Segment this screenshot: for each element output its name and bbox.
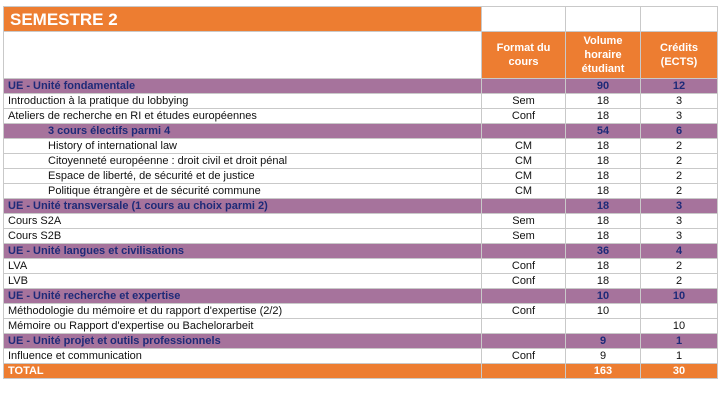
course-volume: 10: [566, 289, 641, 304]
header-credits: Crédits (ECTS): [641, 32, 718, 79]
course-label: Cours S2B: [4, 229, 482, 244]
elective-group-row: [4, 124, 718, 139]
course-credits: 3: [641, 229, 718, 244]
title-blank-cell: [482, 7, 566, 32]
course-format: [482, 289, 566, 304]
course-credits: 1: [641, 334, 718, 349]
course-row: [4, 319, 718, 334]
course-label: Influence et communication: [4, 349, 482, 364]
course-credits: 3: [641, 94, 718, 109]
course-credits: 30: [641, 364, 718, 379]
course-format: [482, 319, 566, 334]
course-credits: 12: [641, 79, 718, 94]
course-row: [4, 154, 718, 169]
ue-row: [4, 289, 718, 304]
course-volume: 18: [566, 109, 641, 124]
course-volume: [566, 319, 641, 334]
course-format: CM: [482, 169, 566, 184]
course-row: [4, 349, 718, 364]
course-format: [482, 124, 566, 139]
course-row: [4, 109, 718, 124]
course-credits: 6: [641, 124, 718, 139]
course-format: Conf: [482, 259, 566, 274]
course-volume: 10: [566, 304, 641, 319]
course-label: UE - Unité langues et civilisations: [4, 244, 482, 259]
course-volume: 18: [566, 184, 641, 199]
course-label: UE - Unité fondamentale: [4, 79, 482, 94]
course-volume: 18: [566, 94, 641, 109]
course-credits: 2: [641, 169, 718, 184]
course-credits: 3: [641, 109, 718, 124]
course-volume: 9: [566, 334, 641, 349]
course-format: [482, 244, 566, 259]
course-volume: 54: [566, 124, 641, 139]
course-label: TOTAL: [4, 364, 482, 379]
header-volume: Volume horaire étudiant: [566, 32, 641, 79]
course-label: UE - Unité projet et outils professionnels: [4, 334, 482, 349]
title-blank-cell: [641, 7, 718, 32]
title-blank-cell: [566, 7, 641, 32]
course-credits: 2: [641, 154, 718, 169]
course-volume: 9: [566, 349, 641, 364]
course-format: Conf: [482, 349, 566, 364]
course-credits: 3: [641, 214, 718, 229]
course-format: [482, 334, 566, 349]
course-label: Introduction à la pratique du lobbying: [4, 94, 482, 109]
semester-title: SEMESTRE 2: [4, 7, 482, 32]
course-volume: 18: [566, 259, 641, 274]
course-label: Espace de liberté, de sécurité et de justice: [4, 169, 482, 184]
course-volume: 18: [566, 154, 641, 169]
course-row: [4, 274, 718, 289]
ue-row: [4, 199, 718, 214]
course-label: 3 cours électifs parmi 4: [4, 124, 482, 139]
course-credits: 2: [641, 274, 718, 289]
course-label: Mémoire ou Rapport d'expertise ou Bachelorarbeit: [4, 319, 482, 334]
course-label: History of international law: [4, 139, 482, 154]
course-row: [4, 259, 718, 274]
course-label: LVA: [4, 259, 482, 274]
course-volume: 90: [566, 79, 641, 94]
course-volume: 18: [566, 214, 641, 229]
course-label: UE - Unité recherche et expertise: [4, 289, 482, 304]
course-row: [4, 304, 718, 319]
course-credits: 2: [641, 184, 718, 199]
course-format: Sem: [482, 214, 566, 229]
course-format: Conf: [482, 109, 566, 124]
course-format: Conf: [482, 304, 566, 319]
course-label: Citoyenneté européenne : droit civil et droit pénal: [4, 154, 482, 169]
header-format: Format du cours: [482, 32, 566, 79]
course-volume: 18: [566, 274, 641, 289]
course-format: CM: [482, 184, 566, 199]
course-row: [4, 214, 718, 229]
course-label: Méthodologie du mémoire et du rapport d'expertise (2/2): [4, 304, 482, 319]
course-row: [4, 169, 718, 184]
course-volume: 36: [566, 244, 641, 259]
course-volume: 18: [566, 139, 641, 154]
course-format: [482, 364, 566, 379]
course-credits: 1: [641, 349, 718, 364]
course-format: Sem: [482, 94, 566, 109]
ue-row: [4, 79, 718, 94]
course-credits: 2: [641, 139, 718, 154]
course-format: CM: [482, 154, 566, 169]
ue-row: [4, 244, 718, 259]
semester-table: [3, 6, 718, 379]
course-credits: 2: [641, 259, 718, 274]
course-credits: 4: [641, 244, 718, 259]
ue-row: [4, 334, 718, 349]
course-format: Conf: [482, 274, 566, 289]
course-volume: 18: [566, 229, 641, 244]
course-row: [4, 94, 718, 109]
course-row: [4, 184, 718, 199]
course-label: Politique étrangère et de sécurité commune: [4, 184, 482, 199]
course-format: Sem: [482, 229, 566, 244]
course-format: CM: [482, 139, 566, 154]
title-row: [4, 7, 718, 32]
course-credits: 10: [641, 319, 718, 334]
course-volume: 163: [566, 364, 641, 379]
course-format: [482, 79, 566, 94]
header-row: [4, 32, 718, 79]
course-volume: 18: [566, 169, 641, 184]
course-volume: 18: [566, 199, 641, 214]
course-credits: 3: [641, 199, 718, 214]
course-label: UE - Unité transversale (1 cours au choix parmi 2): [4, 199, 482, 214]
course-label: LVB: [4, 274, 482, 289]
course-label: Ateliers de recherche en RI et études européennes: [4, 109, 482, 124]
header-blank-cell: [4, 32, 482, 79]
course-label: Cours S2A: [4, 214, 482, 229]
course-format: [482, 199, 566, 214]
course-row: [4, 139, 718, 154]
course-row: [4, 229, 718, 244]
course-credits: [641, 304, 718, 319]
total-row: [4, 364, 718, 379]
course-credits: 10: [641, 289, 718, 304]
